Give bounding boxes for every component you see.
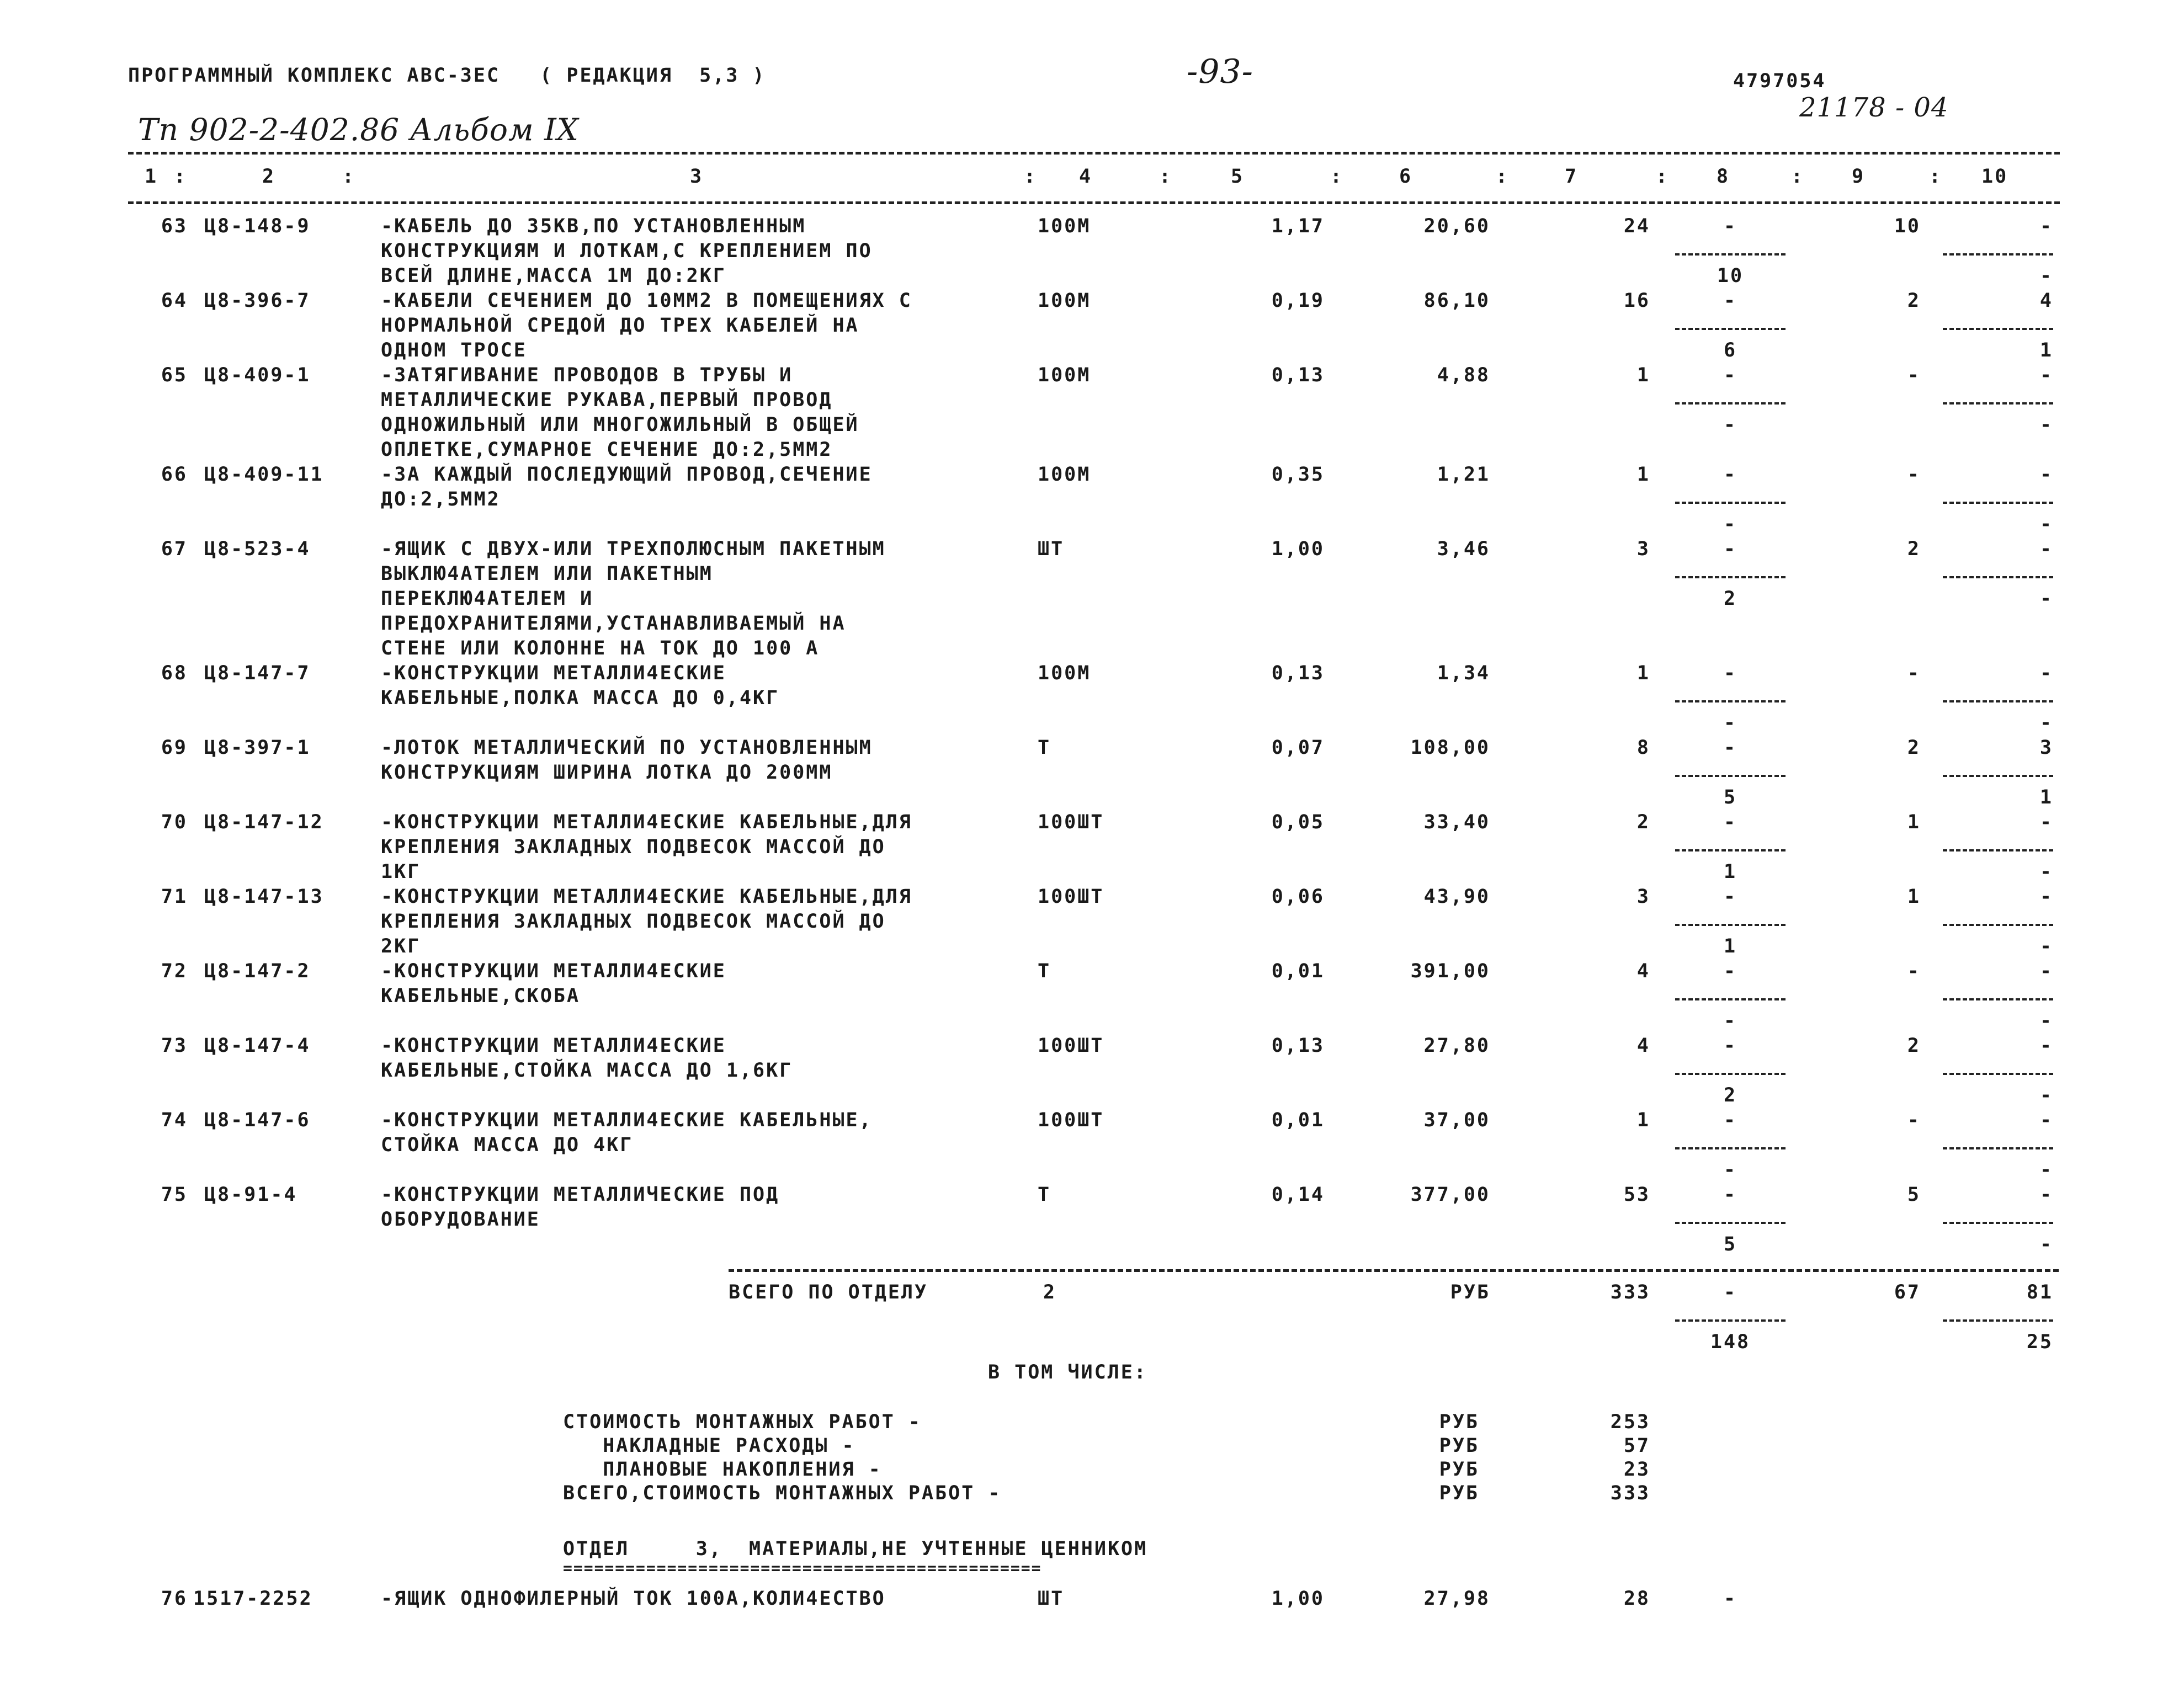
row-unit: 100М — [1038, 662, 1091, 684]
row-unit: 100ШТ — [1038, 1109, 1104, 1131]
col-sep: : — [1791, 166, 1805, 188]
row-num: 76 — [161, 1588, 188, 1610]
header-top-rule — [128, 152, 2060, 155]
fraction-rule — [1943, 1319, 2053, 1322]
row-total: 24 — [1623, 215, 1650, 237]
row-code: Ц8-409-1 — [204, 364, 311, 386]
row-num: 73 — [161, 1035, 188, 1057]
row-code: Ц8-147-7 — [204, 662, 311, 684]
col-sep: : — [1929, 166, 1943, 188]
col10-bottom: - — [2039, 861, 2053, 883]
col8-top: - — [1723, 1109, 1737, 1131]
col9: 10 — [1894, 215, 1921, 237]
row-num: 68 — [161, 662, 188, 684]
row-desc: -КОНСТРУКЦИИ МЕТАЛЛИ4ЕСКИЕ КАБЕЛЬНЫЕ,СКОБА — [381, 960, 726, 1007]
handwritten-code: 21178 - 04 — [1799, 92, 1949, 123]
row-unit: 100М — [1038, 364, 1091, 386]
row-code: Ц8-147-2 — [204, 960, 311, 982]
row-qty: 0,14 — [1271, 1184, 1325, 1206]
col9: 2 — [1907, 290, 1921, 312]
row-code: Ц8-91-4 — [204, 1184, 297, 1206]
col9: 2 — [1907, 538, 1921, 560]
col10-top: 3 — [2039, 737, 2053, 759]
row-unit: Т — [1038, 1184, 1051, 1206]
row-qty: 0,01 — [1271, 1109, 1325, 1131]
col8-bottom: 5 — [1723, 1233, 1737, 1255]
col10-top: - — [2039, 1035, 2053, 1057]
fraction-rule — [1675, 1222, 1786, 1224]
col8-bottom: 2 — [1723, 588, 1737, 610]
breakdown-value: 23 — [1623, 1459, 1650, 1481]
col-sep: : — [174, 166, 188, 188]
col8-top: - — [1723, 290, 1737, 312]
row-total: 8 — [1636, 737, 1650, 759]
col8-top: - — [1723, 662, 1737, 684]
col8-bottom: 1 — [1723, 935, 1737, 957]
fraction-rule — [1943, 998, 2053, 1000]
row-code: Ц8-147-13 — [204, 886, 324, 908]
fraction-rule — [1943, 1222, 2053, 1224]
col-sep: : — [1496, 166, 1510, 188]
fraction-rule — [1943, 924, 2053, 926]
row-qty: 1,00 — [1271, 1588, 1325, 1610]
row-code: Ц8-397-1 — [204, 737, 311, 759]
fraction-rule — [1675, 253, 1786, 256]
col10-top: - — [2039, 662, 2053, 684]
fraction-rule — [1943, 402, 2053, 404]
col10-bottom: - — [2039, 513, 2053, 535]
breakdown-unit: РУБ — [1439, 1435, 1479, 1457]
col10-top: - — [2039, 1109, 2053, 1131]
row-total: 2 — [1636, 811, 1650, 833]
breakdown-unit: РУБ — [1439, 1482, 1479, 1504]
row-desc: -ЗАТЯГИВАНИЕ ПРОВОДОВ В ТРУБЫ И МЕТАЛЛИЧЕСКИЕ РУКАВА,ПЕРВЫЙ ПРОВОД ОДНОЖИЛЬНЫЙ ИЛИ МНОГОЖИЛЬНЫЙ В ОБЩЕЙ ОПЛЕТКЕ,СУМАРНОЕ СЕЧЕНИЕ ДО:2,5ММ2 — [381, 364, 859, 461]
row-total: 3 — [1636, 886, 1650, 908]
total-rule — [729, 1269, 2059, 1272]
fraction-rule — [1675, 924, 1786, 926]
col-9: 9 — [1852, 166, 1866, 188]
header-bottom-rule — [128, 201, 2060, 204]
row-price: 27,98 — [1423, 1588, 1490, 1610]
col9: 1 — [1907, 886, 1921, 908]
col8-top: - — [1723, 886, 1737, 908]
fraction-rule — [1675, 576, 1786, 578]
row-unit: 100ШТ — [1038, 811, 1104, 833]
row-num: 69 — [161, 737, 188, 759]
row-desc: -КОНСТРУКЦИИ МЕТАЛЛИ4ЕСКИЕ КАБЕЛЬНЫЕ,ПОЛКА МАССА ДО 0,4КГ — [381, 662, 780, 709]
row-price: 391,00 — [1410, 960, 1490, 982]
row-qty: 0,35 — [1271, 464, 1325, 486]
col9: - — [1907, 364, 1921, 386]
breakdown-label: ВСЕГО,СТОИМОСТЬ МОНТАЖНЫХ РАБОТ - — [563, 1482, 1002, 1504]
row-price: 33,40 — [1423, 811, 1490, 833]
col8-bottom: 1 — [1723, 861, 1737, 883]
row-qty: 0,05 — [1271, 811, 1325, 833]
row-desc: -КАБЕЛЬ ДО 35КВ,ПО УСТАНОВЛЕННЫМ КОНСТРУКЦИЯМ И ЛОТКАМ,С КРЕПЛЕНИЕМ ПО ВСЕЙ ДЛИНЕ,МАССА 1М ДО:2КГ — [381, 215, 873, 287]
col8-top: - — [1723, 538, 1737, 560]
row-unit: 100М — [1038, 215, 1091, 237]
breakdown-value: 253 — [1610, 1411, 1650, 1433]
row-unit: 100М — [1038, 290, 1091, 312]
row-unit: Т — [1038, 960, 1051, 982]
col8-top: - — [1723, 215, 1737, 237]
row-desc: -КОНСТРУКЦИИ МЕТАЛЛИ4ЕСКИЕ КАБЕЛЬНЫЕ,ДЛЯ КРЕПЛЕНИЯ ЗАКЛАДНЫХ ПОДВЕСОК МАССОЙ ДО 2КГ — [381, 886, 912, 957]
section-title: ОТДЕЛ 3, МАТЕРИАЛЫ,НЕ УЧТЕННЫЕ ЦЕННИКОМ — [563, 1538, 1148, 1560]
album-title: Тп 902-2-402.86 Альбом IX — [138, 112, 579, 147]
col-sep: : — [1159, 166, 1173, 188]
col8-bottom: - — [1723, 414, 1737, 436]
col8-bottom: 10 — [1717, 265, 1744, 287]
section-underline: ============================================== — [563, 1559, 1042, 1577]
dept-total-label: ВСЕГО ПО ОТДЕЛУ — [729, 1281, 928, 1303]
col10-bottom: - — [2039, 265, 2053, 287]
row-unit: ШТ — [1038, 1588, 1065, 1610]
col10-bottom: - — [2039, 935, 2053, 957]
col8-top: - — [1723, 1588, 1737, 1610]
row-price: 37,00 — [1423, 1109, 1490, 1131]
row-unit: 100ШТ — [1038, 886, 1104, 908]
row-qty: 0,13 — [1271, 1035, 1325, 1057]
fraction-rule — [1943, 502, 2053, 504]
dept-total-unit: РУБ — [1450, 1281, 1490, 1303]
row-qty: 1,00 — [1271, 538, 1325, 560]
row-price: 1,34 — [1437, 662, 1490, 684]
col9: - — [1907, 464, 1921, 486]
col10-top: - — [2039, 464, 2053, 486]
col8-top: - — [1723, 464, 1737, 486]
row-code: 1517-2252 — [193, 1588, 313, 1610]
col10-top: - — [2039, 886, 2053, 908]
breakdown-label: СТОИМОСТЬ МОНТАЖНЫХ РАБОТ - — [563, 1411, 922, 1433]
including-label: В ТОМ ЧИСЛЕ: — [988, 1361, 1147, 1383]
breakdown-label: ПЛАНОВЫЕ НАКОПЛЕНИЯ - — [563, 1459, 882, 1481]
col8-top: - — [1723, 1035, 1737, 1057]
row-code: Ц8-523-4 — [204, 538, 311, 560]
row-qty: 0,13 — [1271, 662, 1325, 684]
col10-bottom: - — [2039, 588, 2053, 610]
row-qty: 0,07 — [1271, 737, 1325, 759]
col-5: 5 — [1231, 166, 1245, 188]
col9: - — [1907, 960, 1921, 982]
row-price: 1,21 — [1437, 464, 1490, 486]
breakdown-label: НАКЛАДНЫЕ РАСХОДЫ - — [563, 1435, 855, 1457]
col10-top: - — [2039, 364, 2053, 386]
row-num: 63 — [161, 215, 188, 237]
col8-bottom: - — [1723, 712, 1737, 734]
col10-bottom: - — [2039, 1233, 2053, 1255]
breakdown-value: 333 — [1610, 1482, 1650, 1504]
col10-top: - — [2039, 538, 2053, 560]
col-2: 2 — [262, 166, 276, 188]
col-7: 7 — [1565, 166, 1579, 188]
col8-bottom: - — [1723, 513, 1737, 535]
col10-bottom: 1 — [2039, 786, 2053, 808]
row-desc: -ЯЩИК ОДНОФИЛЕРНЫЙ ТОК 100А,КОЛИ4ЕСТВО — [381, 1588, 886, 1610]
fraction-rule — [1675, 502, 1786, 504]
fraction-rule — [1675, 1319, 1786, 1322]
col8-top: - — [1723, 960, 1737, 982]
row-total: 16 — [1623, 290, 1650, 312]
dept-total-value: 333 — [1610, 1281, 1650, 1303]
fraction-rule — [1675, 1147, 1786, 1149]
fraction-rule — [1943, 775, 2053, 777]
col10-top: - — [2039, 215, 2053, 237]
row-price: 3,46 — [1437, 538, 1490, 560]
row-price: 377,00 — [1410, 1184, 1490, 1206]
col8-top: - — [1723, 1184, 1737, 1206]
row-num: 70 — [161, 811, 188, 833]
col9: 1 — [1907, 811, 1921, 833]
col10-top: 4 — [2039, 290, 2053, 312]
row-code: Ц8-409-11 — [204, 464, 324, 486]
row-unit: 100М — [1038, 464, 1091, 486]
row-price: 43,90 — [1423, 886, 1490, 908]
row-price: 4,88 — [1437, 364, 1490, 386]
dept-total-dept: 2 — [1043, 1281, 1057, 1303]
col-8: 8 — [1717, 166, 1730, 188]
row-num: 74 — [161, 1109, 188, 1131]
row-price: 20,60 — [1423, 215, 1490, 237]
col8-top: - — [1723, 737, 1737, 759]
row-desc: -ЯЩИК С ДВУХ-ИЛИ ТРЕХПОЛЮСНЫМ ПАКЕТНЫМ ВЫКЛЮ4АТЕЛЕМ ИЛИ ПАКЕТНЫМ ПЕРЕКЛЮ4АТЕЛЕМ И ПРЕДОХРАНИТЕЛЯМИ,УСТАНАВЛИВАЕМЫЙ НА СТЕНЕ ИЛИ КОЛОННЕ НА ТОК ДО 100 А — [381, 538, 886, 659]
col-sep: : — [342, 166, 356, 188]
col9: 2 — [1907, 737, 1921, 759]
col10-bottom: 1 — [2039, 339, 2053, 361]
col10-bottom: - — [2039, 1084, 2053, 1106]
dept-total-c9: 67 — [1894, 1281, 1921, 1303]
row-total: 1 — [1636, 1109, 1650, 1131]
doc-number: 4797054 — [1733, 70, 1826, 92]
col-6: 6 — [1399, 166, 1413, 188]
row-num: 75 — [161, 1184, 188, 1206]
col8-top: - — [1723, 811, 1737, 833]
fraction-rule — [1675, 700, 1786, 702]
fraction-rule — [1943, 1147, 2053, 1149]
breakdown-value: 57 — [1623, 1435, 1650, 1457]
fraction-rule — [1943, 253, 2053, 256]
dept-total-c10-top: 81 — [2026, 1281, 2053, 1303]
row-total: 1 — [1636, 364, 1650, 386]
col9: 2 — [1907, 1035, 1921, 1057]
col8-bottom: 2 — [1723, 1084, 1737, 1106]
col10-top: - — [2039, 1184, 2053, 1206]
breakdown-unit: РУБ — [1439, 1411, 1479, 1433]
col10-bottom: - — [2039, 1010, 2053, 1032]
row-price: 27,80 — [1423, 1035, 1490, 1057]
row-code: Ц8-148-9 — [204, 215, 311, 237]
row-total: 1 — [1636, 464, 1650, 486]
row-desc: -КОНСТРУКЦИИ МЕТАЛЛИ4ЕСКИЕ КАБЕЛЬНЫЕ,СТОЙКА МАССА ДО 1,6КГ — [381, 1035, 793, 1082]
col9: - — [1907, 1109, 1921, 1131]
fraction-rule — [1943, 700, 2053, 702]
row-desc: -КАБЕЛИ СЕЧЕНИЕМ ДО 10ММ2 В ПОМЕЩЕНИЯХ С НОРМАЛЬНОЙ СРЕДОЙ ДО ТРЕХ КАБЕЛЕЙ НА ОДНОМ ТРОСЕ — [381, 290, 912, 361]
row-code: Ц8-147-6 — [204, 1109, 311, 1131]
fraction-rule — [1675, 998, 1786, 1000]
dept-total-c10-bottom: 25 — [2026, 1331, 2053, 1353]
row-unit: Т — [1038, 737, 1051, 759]
program-header: ПРОГРАММНЫЙ КОМПЛЕКС АВС-3ЕС ( РЕДАКЦИЯ 5,3 ) — [128, 65, 766, 87]
col8-bottom: 6 — [1723, 339, 1737, 361]
col8-bottom: - — [1723, 1159, 1737, 1181]
row-code: Ц8-396-7 — [204, 290, 311, 312]
page-number: -93- — [1187, 52, 1253, 91]
row-num: 66 — [161, 464, 188, 486]
row-qty: 0,19 — [1271, 290, 1325, 312]
fraction-rule — [1675, 1073, 1786, 1075]
row-num: 71 — [161, 886, 188, 908]
col9: - — [1907, 662, 1921, 684]
row-desc: -КОНСТРУКЦИИ МЕТАЛЛИ4ЕСКИЕ КАБЕЛЬНЫЕ,ДЛЯ КРЕПЛЕНИЯ ЗАКЛАДНЫХ ПОДВЕСОК МАССОЙ ДО 1КГ — [381, 811, 912, 883]
fraction-rule — [1675, 849, 1786, 851]
row-num: 65 — [161, 364, 188, 386]
fraction-rule — [1675, 402, 1786, 404]
col8-bottom: 5 — [1723, 786, 1737, 808]
row-code: Ц8-147-12 — [204, 811, 324, 833]
row-total: 3 — [1636, 538, 1650, 560]
row-total: 1 — [1636, 662, 1650, 684]
row-num: 64 — [161, 290, 188, 312]
col-4: 4 — [1079, 166, 1093, 188]
fraction-rule — [1943, 1073, 2053, 1075]
row-desc: -КОНСТРУКЦИИ МЕТАЛЛИЧЕСКИЕ ПОД ОБОРУДОВАНИЕ — [381, 1184, 780, 1231]
fraction-rule — [1943, 576, 2053, 578]
row-qty: 0,06 — [1271, 886, 1325, 908]
col8-bottom: - — [1723, 1010, 1737, 1032]
col9: 5 — [1907, 1184, 1921, 1206]
row-unit: ШТ — [1038, 538, 1065, 560]
col8-top: - — [1723, 364, 1737, 386]
col-sep: : — [1330, 166, 1344, 188]
col10-top: - — [2039, 811, 2053, 833]
row-num: 67 — [161, 538, 188, 560]
col10-bottom: - — [2039, 712, 2053, 734]
row-total: 4 — [1636, 960, 1650, 982]
row-qty: 0,01 — [1271, 960, 1325, 982]
dept-total-c8-top: - — [1723, 1281, 1737, 1303]
fraction-rule — [1943, 849, 2053, 851]
row-desc: -КОНСТРУКЦИИ МЕТАЛЛИ4ЕСКИЕ КАБЕЛЬНЫЕ, СТОЙКА МАССА ДО 4КГ — [381, 1109, 873, 1156]
fraction-rule — [1675, 328, 1786, 330]
row-code: Ц8-147-4 — [204, 1035, 311, 1057]
col10-top: - — [2039, 960, 2053, 982]
fraction-rule — [1943, 328, 2053, 330]
row-total: 53 — [1623, 1184, 1650, 1206]
col10-bottom: - — [2039, 414, 2053, 436]
breakdown-unit: РУБ — [1439, 1459, 1479, 1481]
col-sep: : — [1656, 166, 1670, 188]
row-qty: 0,13 — [1271, 364, 1325, 386]
row-qty: 1,17 — [1271, 215, 1325, 237]
col10-bottom: - — [2039, 1159, 2053, 1181]
row-num: 72 — [161, 960, 188, 982]
row-desc: -ЛОТОК МЕТАЛЛИЧЕСКИЙ ПО УСТАНОВЛЕННЫМ КОНСТРУКЦИЯМ ШИРИНА ЛОТКА ДО 200ММ — [381, 737, 873, 784]
row-price: 108,00 — [1410, 737, 1490, 759]
dept-total-c8-bottom: 148 — [1710, 1331, 1751, 1353]
row-desc: -ЗА КАЖДЫЙ ПОСЛЕДУЮЩИЙ ПРОВОД,СЕЧЕНИЕ ДО:2,5ММ2 — [381, 464, 873, 510]
fraction-rule — [1675, 775, 1786, 777]
col-1: 1 — [145, 166, 158, 188]
row-total: 4 — [1636, 1035, 1650, 1057]
row-total: 28 — [1623, 1588, 1650, 1610]
row-price: 86,10 — [1423, 290, 1490, 312]
col-3: 3 — [690, 166, 704, 188]
col-10: 10 — [1981, 166, 2008, 188]
row-unit: 100ШТ — [1038, 1035, 1104, 1057]
col-sep: : — [1024, 166, 1038, 188]
